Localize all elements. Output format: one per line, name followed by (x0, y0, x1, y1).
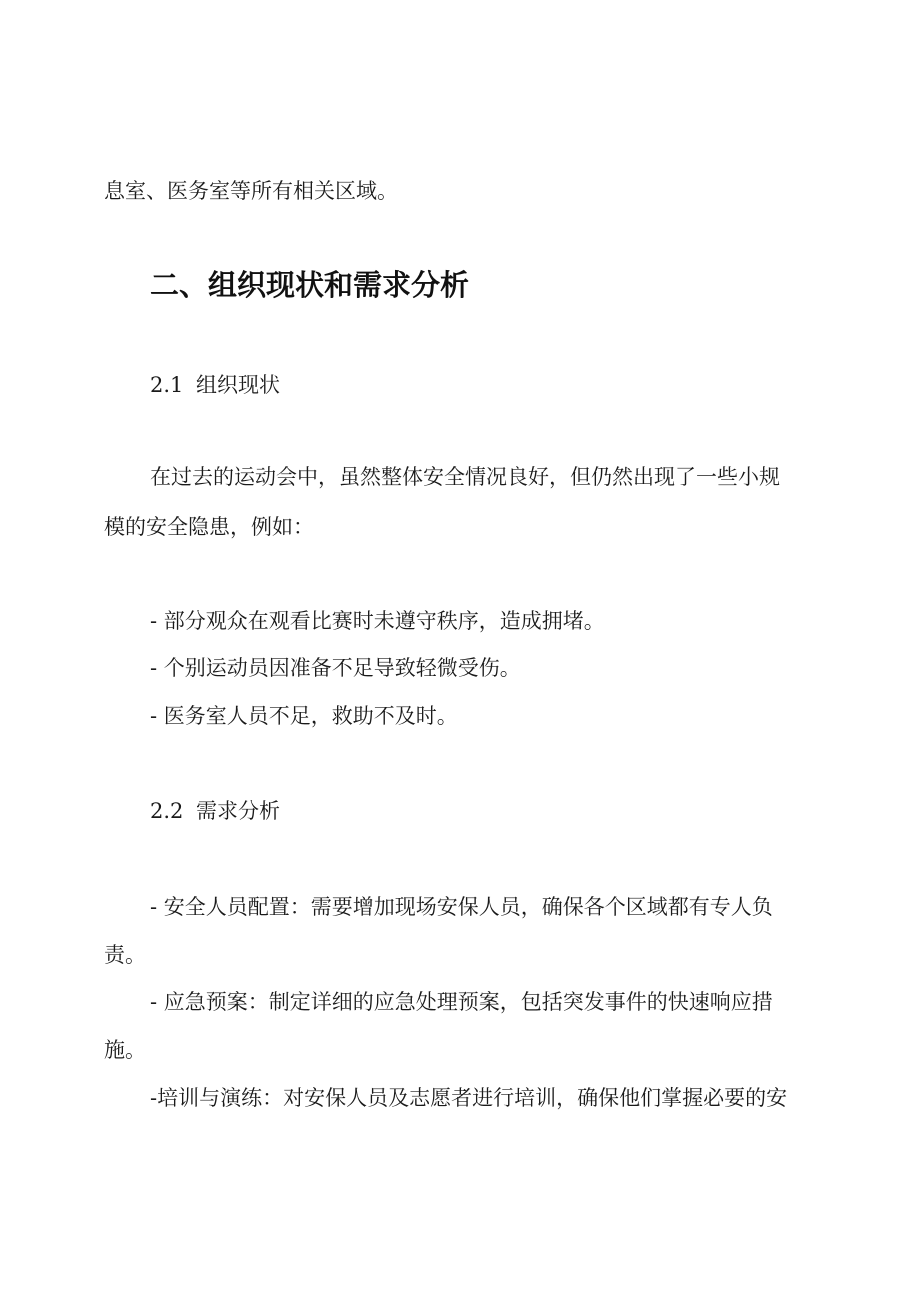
subsection-number: 2.2 (150, 799, 184, 823)
paragraph-line: 模的安全隐患，例如： (104, 515, 314, 539)
subsection-title: 组织现状 (196, 373, 280, 397)
list-item: - 应急预案：制定详细的应急处理预案，包括突发事件的快速响应措 (150, 990, 773, 1014)
list-item: - 医务室人员不足，救助不及时。 (150, 704, 458, 728)
subsection-number: 2.1 (150, 373, 184, 397)
list-item: - 部分观众在观看比赛时未遵守秩序，造成拥堵。 (150, 609, 605, 633)
list-item: - 个别运动员因准备不足导致轻微受伤。 (150, 656, 521, 680)
list-item: - 安全人员配置：需要增加现场安保人员，确保各个区域都有专人负 (150, 895, 773, 919)
paragraph-line: 在过去的运动会中，虽然整体安全情况良好，但仍然出现了一些小规 (150, 465, 780, 489)
list-item-continuation: 责。 (104, 943, 146, 967)
list-item-continuation: 施。 (104, 1038, 146, 1062)
section-heading: 二、组织现状和需求分析 (150, 268, 470, 302)
intro-continuation-text: 息室、医务室等所有相关区域。 (104, 179, 398, 203)
subsection-heading-2-1 (150, 370, 280, 400)
list-item: -培训与演练：对安保人员及志愿者进行培训，确保他们掌握必要的安 (150, 1086, 788, 1110)
subsection-title: 需求分析 (196, 799, 280, 823)
subsection-heading-2-2 (150, 796, 280, 826)
